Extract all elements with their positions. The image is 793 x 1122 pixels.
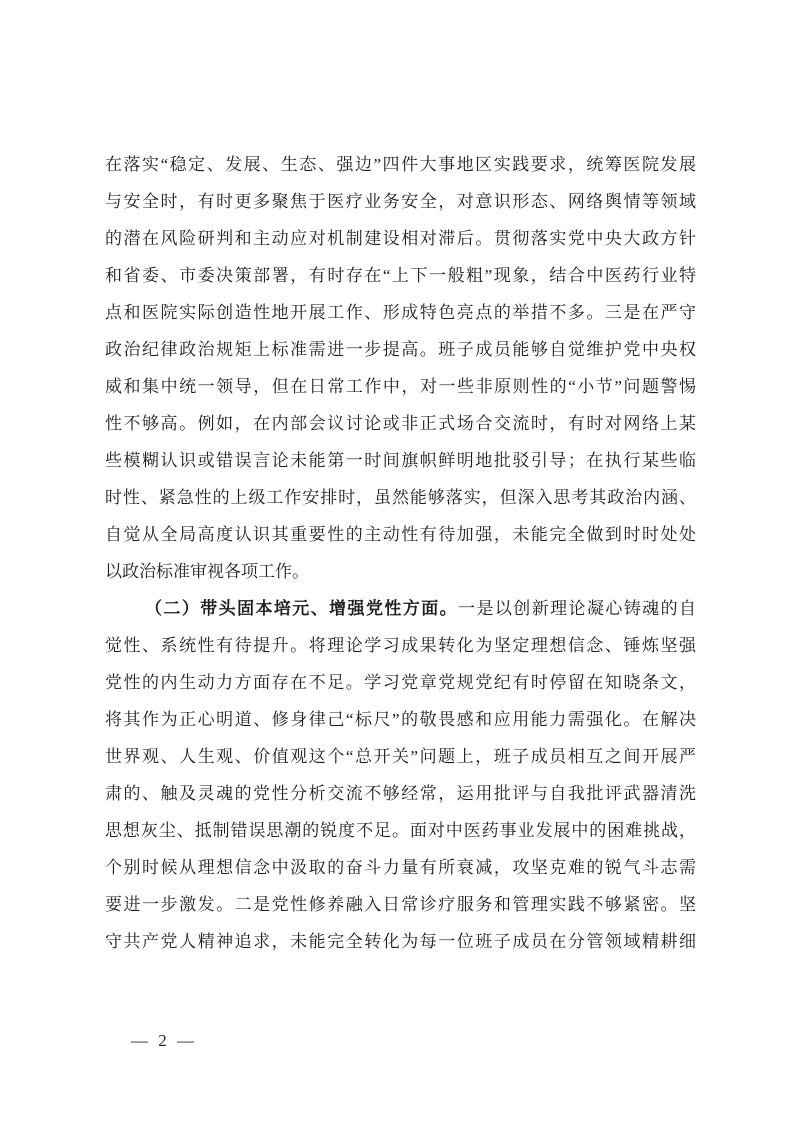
text-line: 肃的、触及灵魂的党性分析交流不够经常，运用批评与自我批评武器清洗 [105,784,696,803]
text-line: 守共产党人精神追求，未能完全转化为每一位班子成员在分管领域精耕细 [105,932,696,951]
document-body [105,146,696,960]
text-line: 与安全时，有时更多聚焦于医疗业务安全，对意识形态、网络舆情等领域 [105,192,696,211]
text-line: 自觉从全局高度认识其重要性的主动性有待加强，未能完全做到时时处处 [105,525,696,544]
text-line: 个别时候从理想信念中汲取的奋斗力量有所衰减，攻坚克难的锐气斗志需 [105,858,696,877]
text-line [105,590,696,627]
paragraph-1 [105,146,696,590]
section-heading: （二）带头固本培元、增强党性方面。 [145,599,459,618]
page-number: — 2 — [131,1031,197,1050]
text-line: 性不够高。例如，在内部会议讨论或非正式场合交流时，有时对网络上某 [105,414,696,433]
text-line: 政治纪律政治规矩上标准需进一步提高。班子成员能够自觉维护党中央权 [105,340,696,359]
text-line: 威和集中统一领导，但在日常工作中，对一些非原则性的“小节”问题警惕 [105,377,696,396]
text-line: 觉性、系统性有待提升。将理论学习成果转化为坚定理想信念、锤炼坚强 [105,636,696,655]
text-line: 思想灰尘、抵制错误思潮的锐度不足。面对中医药事业发展中的困难挑战， [105,821,696,840]
text-line: 和省委、市委决策部署，有时存在“上下一般粗”现象，结合中医药行业特 [105,266,696,285]
text-line: 时性、紧急性的上级工作安排时，虽然能够落实，但深入思考其政治内涵、 [105,488,696,507]
text-line: 些模糊认识或错误言论未能第一时间旗帜鲜明地批驳引导；在执行某些临 [105,451,696,470]
text-line: 世界观、人生观、价值观这个“总开关”问题上，班子成员相互之间开展严 [105,747,696,766]
text-run: 一是以创新理论凝心铸魂的自 [458,599,696,618]
text-line: 将其作为正心明道、修身律己“标尺”的敬畏感和应用能力需强化。在解决 [105,710,696,729]
paragraph-2 [105,590,696,960]
text-line: 的潜在风险研判和主动应对机制建设相对滞后。贯彻落实党中央大政方针 [105,229,696,248]
text-line: 在落实“稳定、发展、生态、强边”四件大事地区实践要求，统筹医院发展 [105,155,696,174]
text-line: 党性的内生动力方面存在不足。学习党章党规党纪有时停留在知晓条文， [105,673,696,692]
text-line: 点和医院实际创造性地开展工作、形成特色亮点的举措不多。三是在严守 [105,303,696,322]
text-line: 要进一步激发。二是党性修养融入日常诊疗服务和管理实践不够紧密。坚 [105,895,696,914]
text-line: 以政治标准审视各项工作。 [105,562,309,581]
